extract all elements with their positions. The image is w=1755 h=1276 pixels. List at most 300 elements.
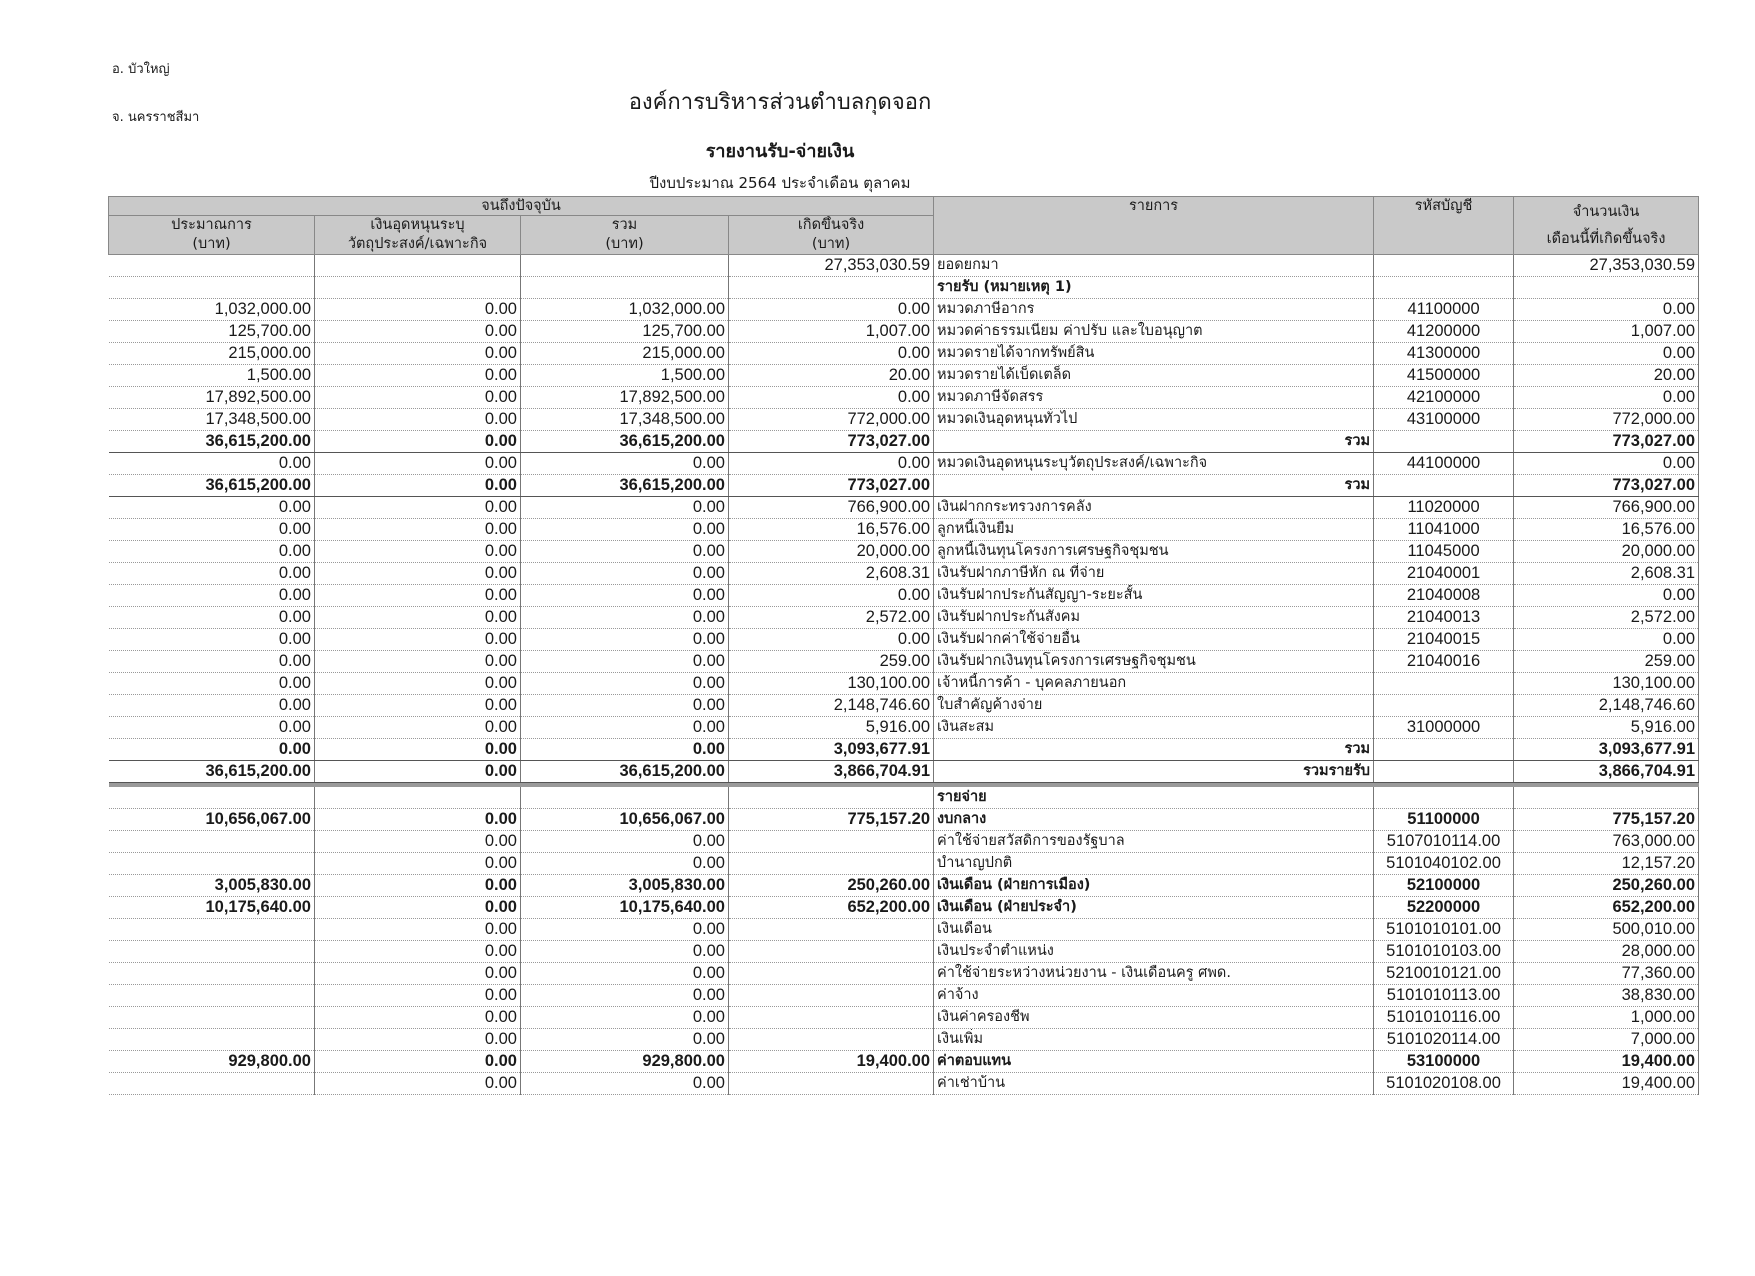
item-cell: รวมรายรับ (934, 761, 1374, 783)
estimate-cell (109, 963, 315, 985)
item-cell: เงินรับฝากประกันสัญญา-ระยะสั้น (934, 585, 1374, 607)
table-row (109, 563, 1699, 585)
grant-cell: 0.00 (315, 761, 521, 783)
grant-cell: 0.00 (315, 387, 521, 409)
table-row (109, 321, 1699, 343)
grant-cell: 0.00 (315, 629, 521, 651)
table-row (109, 717, 1699, 739)
table-row (109, 541, 1699, 563)
grant-cell: 0.00 (315, 897, 521, 919)
total-cell: 0.00 (521, 695, 729, 717)
table-row (109, 831, 1699, 853)
grant-cell (315, 277, 521, 299)
estimate-cell: 0.00 (109, 519, 315, 541)
month-amount-cell: 766,900.00 (1514, 497, 1699, 519)
month-amount-cell: 1,007.00 (1514, 321, 1699, 343)
grant-cell: 0.00 (315, 853, 521, 875)
total-cell: 0.00 (521, 717, 729, 739)
item-cell: รวม (934, 739, 1374, 761)
item-cell: ค่าเช่าบ้าน (934, 1073, 1374, 1095)
actual-cell: 775,157.20 (729, 809, 934, 831)
item-cell: ใบสำคัญค้างจ่าย (934, 695, 1374, 717)
estimate-cell (109, 1007, 315, 1029)
account-code-cell (1374, 255, 1514, 277)
month-amount-cell: 500,010.00 (1514, 919, 1699, 941)
month-amount-cell: 652,200.00 (1514, 897, 1699, 919)
account-code-cell: 52200000 (1374, 897, 1514, 919)
total-cell: 0.00 (521, 541, 729, 563)
item-cell: ลูกหนี้เงินทุนโครงการเศรษฐกิจชุมชน (934, 541, 1374, 563)
account-code-cell (1374, 739, 1514, 761)
estimate-cell: 0.00 (109, 541, 315, 563)
month-amount-cell: 130,100.00 (1514, 673, 1699, 695)
estimate-cell: 36,615,200.00 (109, 475, 315, 497)
month-amount-cell: 2,608.31 (1514, 563, 1699, 585)
account-code-cell (1374, 761, 1514, 783)
total-cell: 36,615,200.00 (521, 761, 729, 783)
account-code-cell: 41500000 (1374, 365, 1514, 387)
grant-column-header (315, 216, 521, 255)
total-cell: 0.00 (521, 831, 729, 853)
total-cell (521, 255, 729, 277)
table-row (109, 453, 1699, 475)
grant-cell: 0.00 (315, 831, 521, 853)
estimate-cell (109, 919, 315, 941)
item-cell: เงินเดือน (ฝ่ายการเมือง) (934, 875, 1374, 897)
grant-cell: 0.00 (315, 321, 521, 343)
item-cell: ค่าใช้จ่ายระหว่างหน่วยงาน - เงินเดือนครู ศพด. (934, 963, 1374, 985)
table-row (109, 409, 1699, 431)
month-amount-cell (1514, 277, 1699, 299)
item-cell: เงินรับฝากประกันสังคม (934, 607, 1374, 629)
total-cell: 0.00 (521, 919, 729, 941)
item-cell: ค่าใช้จ่ายสวัสดิการของรัฐบาล (934, 831, 1374, 853)
month-amount-cell: 5,916.00 (1514, 717, 1699, 739)
estimate-cell: 1,500.00 (109, 365, 315, 387)
grant-header-line2: วัตถุประสงค์/เฉพาะกิจ (347, 236, 488, 252)
grant-header-line1: เงินอุดหนุนระบุ (370, 217, 465, 233)
table-row (109, 1029, 1699, 1051)
total-cell: 0.00 (521, 1029, 729, 1051)
item-cell: เงินสะสม (934, 717, 1374, 739)
item-cell: ค่าตอบแทน (934, 1051, 1374, 1073)
grant-cell: 0.00 (315, 607, 521, 629)
grant-cell: 0.00 (315, 299, 521, 321)
month-amount-cell: 20.00 (1514, 365, 1699, 387)
account-code-cell: 21040013 (1374, 607, 1514, 629)
item-column-header: รายการ (934, 197, 1374, 255)
total-cell: 0.00 (521, 607, 729, 629)
month-amount-cell: 12,157.20 (1514, 853, 1699, 875)
total-cell: 10,175,640.00 (521, 897, 729, 919)
month-amount-cell: 3,866,704.91 (1514, 761, 1699, 783)
account-code-cell: 31000000 (1374, 717, 1514, 739)
table-row (109, 941, 1699, 963)
table-row (109, 1073, 1699, 1095)
table-row (109, 1007, 1699, 1029)
report-body (109, 255, 1699, 1095)
estimate-cell: 0.00 (109, 453, 315, 475)
estimate-cell: 10,656,067.00 (109, 809, 315, 831)
month-amount-cell: 28,000.00 (1514, 941, 1699, 963)
item-cell: เงินเพิ่ม (934, 1029, 1374, 1051)
actual-column-header (729, 216, 934, 255)
estimate-cell (109, 255, 315, 277)
total-cell: 0.00 (521, 1073, 729, 1095)
item-cell: เงินเดือน (934, 919, 1374, 941)
total-cell: 0.00 (521, 585, 729, 607)
account-code-cell: 41300000 (1374, 343, 1514, 365)
item-cell: หมวดค่าธรรมเนียม ค่าปรับ และใบอนุญาต (934, 321, 1374, 343)
table-row (109, 963, 1699, 985)
table-row (109, 255, 1699, 277)
account-code-cell (1374, 695, 1514, 717)
table-row (109, 651, 1699, 673)
table-row (109, 1051, 1699, 1073)
item-cell: เงินรับฝากเงินทุนโครงการเศรษฐกิจชุมชน (934, 651, 1374, 673)
table-row (109, 497, 1699, 519)
table-row (109, 585, 1699, 607)
estimate-cell: 0.00 (109, 585, 315, 607)
grant-cell: 0.00 (315, 739, 521, 761)
actual-cell: 250,260.00 (729, 875, 934, 897)
actual-cell: 130,100.00 (729, 673, 934, 695)
month-amount-cell: 3,093,677.91 (1514, 739, 1699, 761)
item-cell: รายรับ (หมายเหตุ 1) (934, 277, 1374, 299)
month-amount-cell: 2,572.00 (1514, 607, 1699, 629)
table-row (109, 277, 1699, 299)
item-cell: เงินรับฝากค่าใช้จ่ายอื่น (934, 629, 1374, 651)
table-row (109, 787, 1699, 809)
total-cell: 0.00 (521, 629, 729, 651)
total-cell (521, 277, 729, 299)
estimate-cell: 0.00 (109, 739, 315, 761)
month-amount-cell: 19,400.00 (1514, 1073, 1699, 1095)
grant-cell: 0.00 (315, 673, 521, 695)
item-cell: เงินค่าครองชีพ (934, 1007, 1374, 1029)
grant-cell: 0.00 (315, 717, 521, 739)
estimate-cell: 17,348,500.00 (109, 409, 315, 431)
actual-cell (729, 919, 934, 941)
estimate-cell: 0.00 (109, 695, 315, 717)
month-amount-cell: 773,027.00 (1514, 475, 1699, 497)
estimate-cell: 0.00 (109, 497, 315, 519)
total-cell: 215,000.00 (521, 343, 729, 365)
grant-cell: 0.00 (315, 1051, 521, 1073)
actual-cell: 3,866,704.91 (729, 761, 934, 783)
grant-cell: 0.00 (315, 809, 521, 831)
month-amount-cell: 20,000.00 (1514, 541, 1699, 563)
estimate-cell (109, 1029, 315, 1051)
grant-cell: 0.00 (315, 365, 521, 387)
item-cell: รวม (934, 431, 1374, 453)
estimate-cell (109, 1073, 315, 1095)
actual-cell: 772,000.00 (729, 409, 934, 431)
account-code-cell: 42100000 (1374, 387, 1514, 409)
estimate-cell: 36,615,200.00 (109, 431, 315, 453)
total-cell: 125,700.00 (521, 321, 729, 343)
table-row (109, 809, 1699, 831)
actual-cell (729, 941, 934, 963)
item-cell: เงินประจำตำแหน่ง (934, 941, 1374, 963)
organization-name: องค์การบริหารส่วนตำบลกุดจอก (628, 90, 932, 115)
actual-cell (729, 831, 934, 853)
estimate-cell: 10,175,640.00 (109, 897, 315, 919)
item-cell: หมวดภาษีจัดสรร (934, 387, 1374, 409)
month-amount-cell: 38,830.00 (1514, 985, 1699, 1007)
month-amount-cell: 0.00 (1514, 585, 1699, 607)
actual-cell: 2,148,746.60 (729, 695, 934, 717)
table-row (109, 607, 1699, 629)
table-row (109, 695, 1699, 717)
account-code-cell (1374, 431, 1514, 453)
actual-cell (729, 1007, 934, 1029)
month-amount-cell: 19,400.00 (1514, 1051, 1699, 1073)
actual-cell: 259.00 (729, 651, 934, 673)
table-row (109, 985, 1699, 1007)
month-amount-cell: 0.00 (1514, 387, 1699, 409)
total-cell: 0.00 (521, 453, 729, 475)
total-cell: 0.00 (521, 963, 729, 985)
estimate-cell (109, 831, 315, 853)
grant-cell: 0.00 (315, 695, 521, 717)
actual-cell (729, 1073, 934, 1095)
amount-header-line2: เดือนนี้ที่เกิดขึ้นจริง (1546, 230, 1666, 247)
actual-cell: 0.00 (729, 453, 934, 475)
estimate-cell (109, 787, 315, 809)
month-amount-cell: 27,353,030.59 (1514, 255, 1699, 277)
total-cell: 17,348,500.00 (521, 409, 729, 431)
grant-cell: 0.00 (315, 985, 521, 1007)
grant-cell: 0.00 (315, 919, 521, 941)
actual-cell: 20,000.00 (729, 541, 934, 563)
grant-cell: 0.00 (315, 497, 521, 519)
table-row (109, 875, 1699, 897)
actual-cell: 0.00 (729, 343, 934, 365)
total-cell: 0.00 (521, 563, 729, 585)
account-code-cell: 21040001 (1374, 563, 1514, 585)
report-title: รายงานรับ-จ่ายเงิน (705, 141, 855, 162)
estimate-header-line1: ประมาณการ (171, 217, 252, 233)
table-row (109, 365, 1699, 387)
estimate-cell: 215,000.00 (109, 343, 315, 365)
item-cell: เงินฝากกระทรวงการคลัง (934, 497, 1374, 519)
item-cell: หมวดรายได้จากทรัพย์สิน (934, 343, 1374, 365)
actual-cell (729, 853, 934, 875)
estimate-cell: 929,800.00 (109, 1051, 315, 1073)
item-cell: งบกลาง (934, 809, 1374, 831)
account-code-cell: 41200000 (1374, 321, 1514, 343)
month-amount-cell: 1,000.00 (1514, 1007, 1699, 1029)
estimate-cell: 0.00 (109, 563, 315, 585)
actual-cell: 0.00 (729, 629, 934, 651)
account-code-cell: 5107010114.00 (1374, 831, 1514, 853)
estimate-cell (109, 853, 315, 875)
estimate-cell: 0.00 (109, 607, 315, 629)
month-amount-cell: 0.00 (1514, 629, 1699, 651)
total-cell: 0.00 (521, 497, 729, 519)
total-cell: 1,032,000.00 (521, 299, 729, 321)
item-cell: บำนาญปกติ (934, 853, 1374, 875)
grant-cell (315, 787, 521, 809)
actual-cell (729, 787, 934, 809)
total-column-header (521, 216, 729, 255)
account-code-cell: 11045000 (1374, 541, 1514, 563)
table-row (109, 673, 1699, 695)
grant-cell: 0.00 (315, 409, 521, 431)
actual-cell: 2,572.00 (729, 607, 934, 629)
actual-cell: 0.00 (729, 585, 934, 607)
account-code-cell: 43100000 (1374, 409, 1514, 431)
total-cell: 0.00 (521, 519, 729, 541)
estimate-cell (109, 985, 315, 1007)
table-row (109, 897, 1699, 919)
account-code-cell (1374, 787, 1514, 809)
estimate-cell: 0.00 (109, 651, 315, 673)
estimate-cell: 0.00 (109, 717, 315, 739)
month-amount-cell (1514, 787, 1699, 809)
actual-header-line2: (บาท) (811, 236, 851, 252)
actual-cell: 19,400.00 (729, 1051, 934, 1073)
item-cell: ค่าจ้าง (934, 985, 1374, 1007)
account-code-cell (1374, 277, 1514, 299)
total-cell: 0.00 (521, 651, 729, 673)
grant-cell: 0.00 (315, 1007, 521, 1029)
account-code-cell: 21040008 (1374, 585, 1514, 607)
total-cell: 1,500.00 (521, 365, 729, 387)
account-code-cell: 53100000 (1374, 1051, 1514, 1073)
month-amount-cell: 763,000.00 (1514, 831, 1699, 853)
actual-cell: 2,608.31 (729, 563, 934, 585)
grant-cell: 0.00 (315, 1073, 521, 1095)
total-cell: 10,656,067.00 (521, 809, 729, 831)
actual-cell: 0.00 (729, 299, 934, 321)
total-cell: 36,615,200.00 (521, 475, 729, 497)
account-code-cell: 21040015 (1374, 629, 1514, 651)
total-cell: 36,615,200.00 (521, 431, 729, 453)
account-code-cell: 5101010116.00 (1374, 1007, 1514, 1029)
grant-cell: 0.00 (315, 431, 521, 453)
grant-cell: 0.00 (315, 563, 521, 585)
total-cell: 0.00 (521, 853, 729, 875)
month-amount-cell: 772,000.00 (1514, 409, 1699, 431)
month-amount-cell: 0.00 (1514, 343, 1699, 365)
month-amount-cell: 775,157.20 (1514, 809, 1699, 831)
actual-cell: 3,093,677.91 (729, 739, 934, 761)
account-code-cell: 52100000 (1374, 875, 1514, 897)
grant-cell: 0.00 (315, 343, 521, 365)
total-cell: 0.00 (521, 985, 729, 1007)
month-amount-cell: 7,000.00 (1514, 1029, 1699, 1051)
actual-cell: 16,576.00 (729, 519, 934, 541)
total-cell: 0.00 (521, 739, 729, 761)
total-row (109, 431, 1699, 453)
estimate-header-line2: (บาท) (192, 236, 231, 252)
month-amount-cell: 250,260.00 (1514, 875, 1699, 897)
account-code-cell: 5101010113.00 (1374, 985, 1514, 1007)
grant-cell: 0.00 (315, 453, 521, 475)
total-cell: 3,005,830.00 (521, 875, 729, 897)
report-period: ปีงบประมาณ 2564 ประจำเดือน ตุลาคม (649, 174, 911, 192)
total-cell: 0.00 (521, 941, 729, 963)
month-amount-cell: 0.00 (1514, 453, 1699, 475)
table-row (109, 919, 1699, 941)
actual-header-line1: เกิดขึ้นจริง (797, 217, 865, 233)
total-cell: 929,800.00 (521, 1051, 729, 1073)
month-amount-cell: 16,576.00 (1514, 519, 1699, 541)
estimate-cell (109, 941, 315, 963)
grant-cell: 0.00 (315, 651, 521, 673)
item-cell: หมวดรายได้เบ็ดเตล็ด (934, 365, 1374, 387)
estimate-cell: 0.00 (109, 673, 315, 695)
grant-cell: 0.00 (315, 1029, 521, 1051)
account-code-cell: 5101020114.00 (1374, 1029, 1514, 1051)
grant-cell: 0.00 (315, 475, 521, 497)
grant-cell: 0.00 (315, 963, 521, 985)
account-code-cell (1374, 475, 1514, 497)
account-code-cell: 5101010101.00 (1374, 919, 1514, 941)
actual-cell: 20.00 (729, 365, 934, 387)
grant-cell: 0.00 (315, 519, 521, 541)
table-row (109, 387, 1699, 409)
actual-cell: 652,200.00 (729, 897, 934, 919)
total-cell: 17,892,500.00 (521, 387, 729, 409)
estimate-cell: 17,892,500.00 (109, 387, 315, 409)
item-cell: รวม (934, 475, 1374, 497)
item-cell: หมวดภาษีอากร (934, 299, 1374, 321)
account-code-cell: 5210010121.00 (1374, 963, 1514, 985)
estimate-cell: 0.00 (109, 629, 315, 651)
actual-cell: 1,007.00 (729, 321, 934, 343)
district-label: อ. บัวใหญ่ (112, 62, 170, 77)
estimate-column-header (109, 216, 315, 255)
month-amount-cell: 773,027.00 (1514, 431, 1699, 453)
account-code-cell: 5101040102.00 (1374, 853, 1514, 875)
grant-cell: 0.00 (315, 541, 521, 563)
account-code-cell: 5101020108.00 (1374, 1073, 1514, 1095)
total-row (109, 475, 1699, 497)
account-code-column-header: รหัสบัญชี (1374, 197, 1514, 255)
account-code-cell: 44100000 (1374, 453, 1514, 475)
receipt-payment-table (108, 196, 1699, 1095)
total-header-line1: รวม (611, 217, 638, 233)
account-code-cell: 41100000 (1374, 299, 1514, 321)
grant-cell: 0.00 (315, 941, 521, 963)
actual-cell: 766,900.00 (729, 497, 934, 519)
grant-cell (315, 255, 521, 277)
account-code-cell: 51100000 (1374, 809, 1514, 831)
actual-cell (729, 277, 934, 299)
account-code-cell: 11041000 (1374, 519, 1514, 541)
month-amount-cell: 0.00 (1514, 299, 1699, 321)
actual-cell: 773,027.00 (729, 475, 934, 497)
grant-cell: 0.00 (315, 875, 521, 897)
table-row (109, 629, 1699, 651)
actual-cell: 27,353,030.59 (729, 255, 934, 277)
total-cell: 0.00 (521, 673, 729, 695)
province-label: จ. นครราชสีมา (112, 110, 200, 125)
amount-header-line1: จำนวนเงิน (1572, 203, 1640, 220)
estimate-cell: 36,615,200.00 (109, 761, 315, 783)
estimate-cell: 1,032,000.00 (109, 299, 315, 321)
actual-cell: 0.00 (729, 387, 934, 409)
item-cell: เงินเดือน (ฝ่ายประจำ) (934, 897, 1374, 919)
month-amount-cell: 259.00 (1514, 651, 1699, 673)
total-cell: 0.00 (521, 1007, 729, 1029)
total-row (109, 761, 1699, 783)
estimate-cell (109, 277, 315, 299)
grant-cell: 0.00 (315, 585, 521, 607)
